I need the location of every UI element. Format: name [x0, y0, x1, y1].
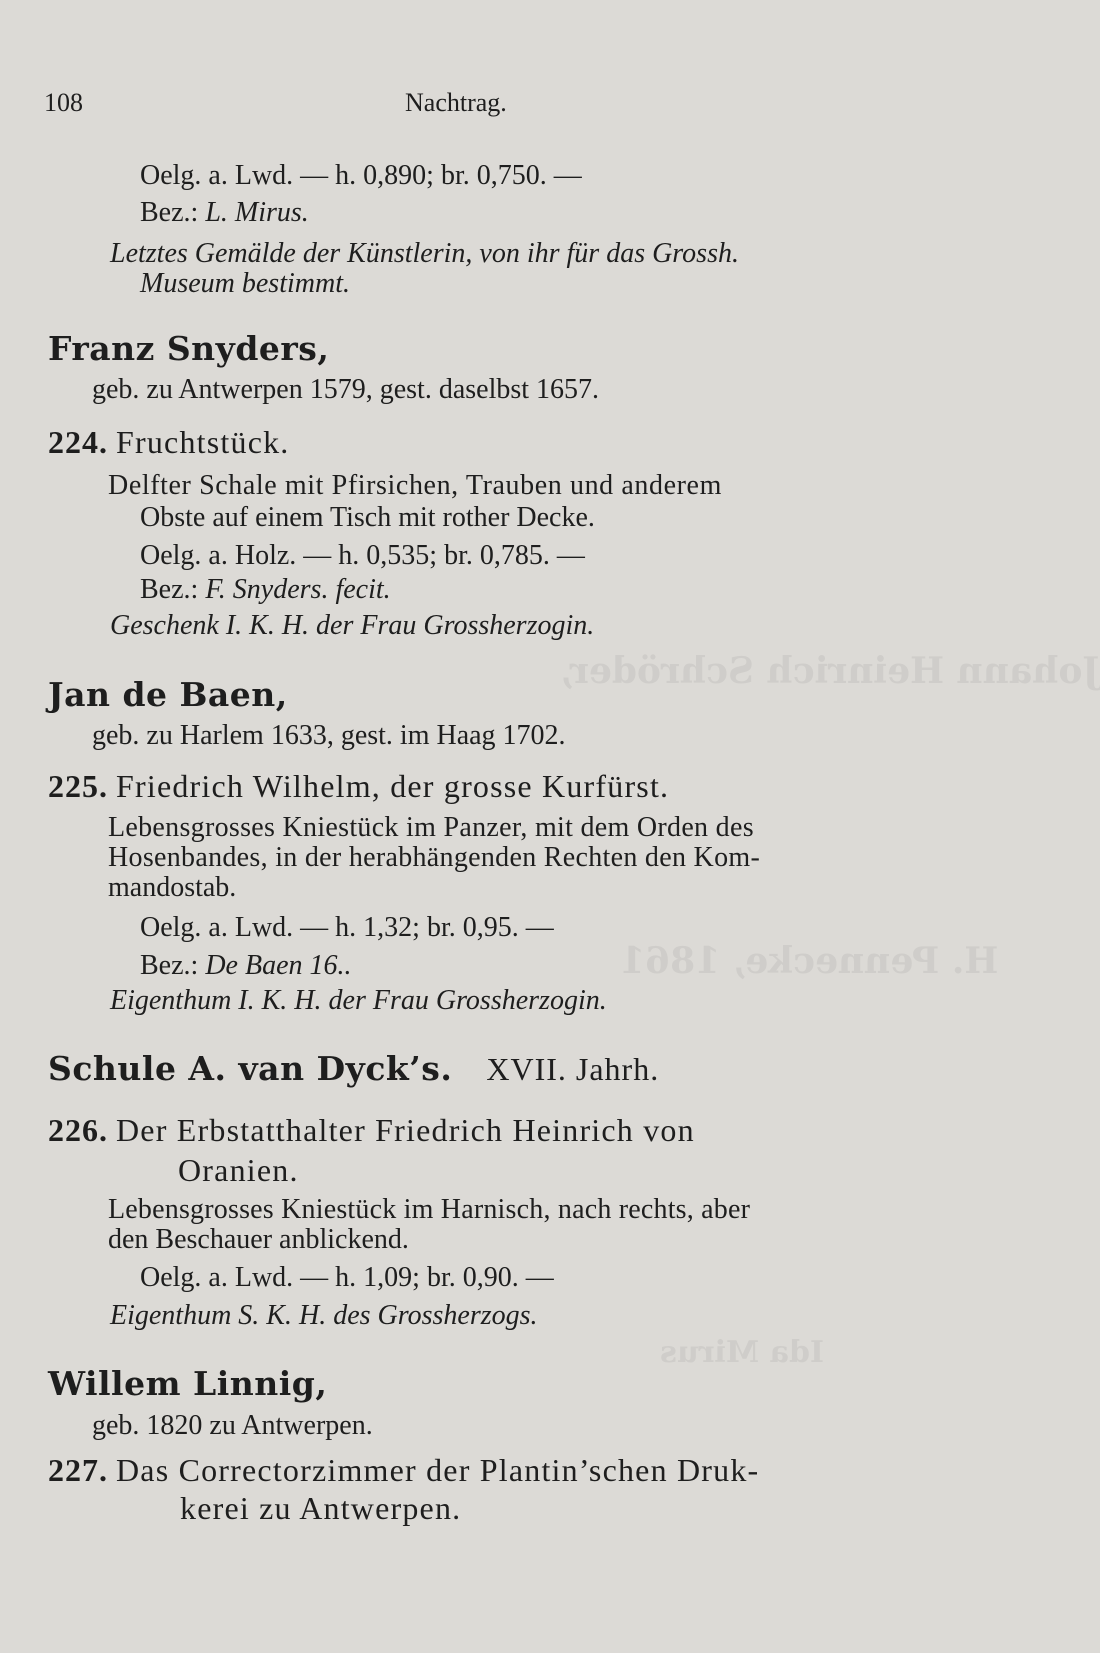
artist-heading-linnig: Willem Linnig,	[48, 1364, 328, 1403]
signature-text: F. Snyders. fecit.	[205, 574, 391, 605]
entry-title: Friedrich Wilhelm, der grosse Kurfürst.	[116, 768, 670, 804]
school-name: Schule A. van Dyck’s.	[48, 1049, 453, 1088]
century: XVII. Jahrh.	[486, 1051, 660, 1087]
entry-224-desc-line-1: Delfter Schale mit Pfirsichen, Trauben und anderem	[108, 470, 722, 501]
entry-225-provenance: Eigenthum I. K. H. der Frau Grossherzogin.	[110, 985, 607, 1016]
entry-226-heading-line-1	[48, 1112, 695, 1148]
entry-number: 224.	[48, 424, 108, 460]
signature-text: De Baen 16..	[205, 950, 352, 981]
artist-heading-baen: Jan de Baen,	[48, 675, 288, 714]
entry-224-heading	[48, 424, 290, 460]
entry-224-technique: Oelg. a. Holz. — h. 0,535; br. 0,785. —	[140, 540, 585, 571]
prev-technique: Oelg. a. Lwd. — h. 0,890; br. 0,750. —	[140, 160, 582, 191]
entry-title: Der Erbstatthalter Friedrich Heinrich von	[116, 1112, 695, 1148]
entry-225-desc-line-2: Hosenbandes, in der herabhängenden Rechten den Kom-	[108, 842, 761, 873]
page-number: 108	[44, 88, 83, 117]
entry-226-technique: Oelg. a. Lwd. — h. 1,09; br. 0,90. —	[140, 1262, 554, 1293]
entry-225-technique: Oelg. a. Lwd. — h. 1,32; br. 0,95. —	[140, 912, 554, 943]
artist-life-linnig: geb. 1820 zu Antwerpen.	[92, 1410, 373, 1441]
bleed-through-artist-2: H. Pennecke, 1861	[620, 940, 999, 982]
signature-prefix: Bez.:	[140, 197, 199, 228]
artist-heading-snyders: Franz Snyders,	[48, 329, 330, 368]
entry-225-desc-line-1: Lebensgrosses Kniestück im Panzer, mit dem Orden des	[108, 812, 754, 843]
entry-226-heading-line-2: Oranien.	[178, 1152, 299, 1188]
signature-text: L. Mirus.	[205, 197, 309, 228]
entry-number: 227.	[48, 1452, 108, 1488]
signature-prefix: Bez.:	[140, 950, 199, 981]
entry-226-desc-line-2: den Beschauer anblickend.	[108, 1224, 409, 1255]
entry-224-signature	[140, 574, 391, 606]
artist-heading-dyck-school	[48, 1050, 659, 1088]
entry-224-desc-line-2: Obste auf einem Tisch mit rother Decke.	[140, 502, 595, 533]
entry-225-desc-line-3: mandostab.	[108, 872, 237, 903]
entry-227-heading-line-1	[48, 1452, 759, 1488]
signature-prefix: Bez.:	[140, 574, 199, 605]
prev-signature	[140, 197, 309, 229]
bleed-through-artist-1: Johann Heinrich Schröder,	[560, 650, 1100, 692]
entry-number: 225.	[48, 768, 108, 804]
artist-life-snyders: geb. zu Antwerpen 1579, gest. daselbst 1657.	[92, 374, 600, 405]
entry-225-signature	[140, 950, 352, 982]
artist-life-baen: geb. zu Harlem 1633, gest. im Haag 1702.	[92, 720, 566, 751]
entry-225-heading	[48, 768, 669, 804]
entry-number: 226.	[48, 1112, 108, 1148]
entry-227-heading-line-2: kerei zu Antwerpen.	[180, 1490, 462, 1526]
entry-226-provenance: Eigenthum S. K. H. des Grossherzogs.	[110, 1300, 538, 1331]
prev-note-line-1: Letztes Gemälde der Künstlerin, von ihr für das Grossh.	[110, 238, 739, 269]
prev-note-line-2: Museum bestimmt.	[140, 268, 350, 299]
running-header: Nachtrag.	[405, 88, 507, 117]
entry-226-desc-line-1: Lebensgrosses Kniestück im Harnisch, nach rechts, aber	[108, 1194, 751, 1225]
entry-224-provenance: Geschenk I. K. H. der Frau Grossherzogin.	[110, 610, 595, 641]
entry-title: Das Correctorzimmer der Plantin’schen Druk-	[116, 1452, 760, 1488]
bleed-through-artist-3: Ida Mirus	[660, 1335, 825, 1370]
entry-title: Fruchtstück.	[116, 424, 290, 460]
